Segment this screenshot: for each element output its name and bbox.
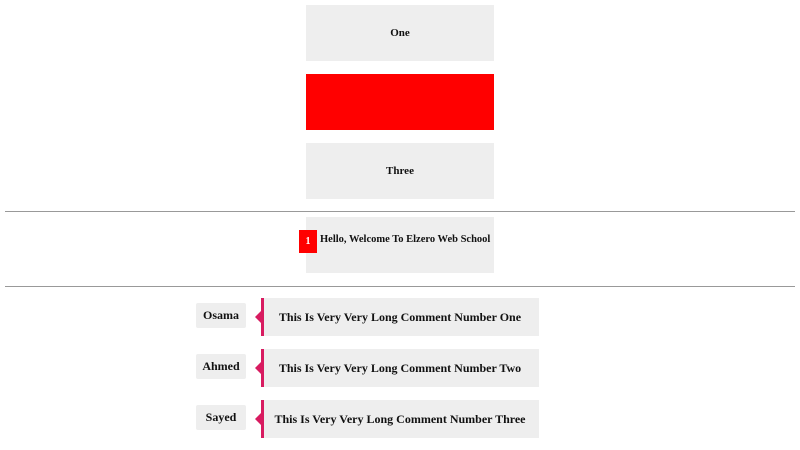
divider-bottom <box>5 286 795 287</box>
comment-accent-bar <box>261 298 264 336</box>
comment-author: Sayed <box>196 405 246 430</box>
box-one <box>306 5 494 61</box>
box-one-label: One <box>390 27 410 39</box>
box-three-label: Three <box>386 165 414 177</box>
comment-accent-bar <box>261 400 264 438</box>
comment-author: Osama <box>196 303 246 328</box>
comment-author: Ahmed <box>196 354 246 379</box>
comment-body: This Is Very Very Long Comment Number One <box>261 298 539 336</box>
comment-body: This Is Very Very Long Comment Number Three <box>261 400 539 438</box>
comment-accent-bar <box>261 349 264 387</box>
welcome-text: Hello, Welcome To Elzero Web School <box>320 234 491 245</box>
comment-pointer-arrow <box>255 413 261 425</box>
comment-pointer-arrow <box>255 362 261 374</box>
divider-top <box>5 211 795 212</box>
box-three <box>306 143 494 199</box>
box-two-red <box>306 74 494 130</box>
welcome-number-badge: 1 <box>299 230 317 253</box>
comment-body: This Is Very Very Long Comment Number Two <box>261 349 539 387</box>
comment-pointer-arrow <box>255 311 261 323</box>
welcome-box <box>306 217 494 273</box>
